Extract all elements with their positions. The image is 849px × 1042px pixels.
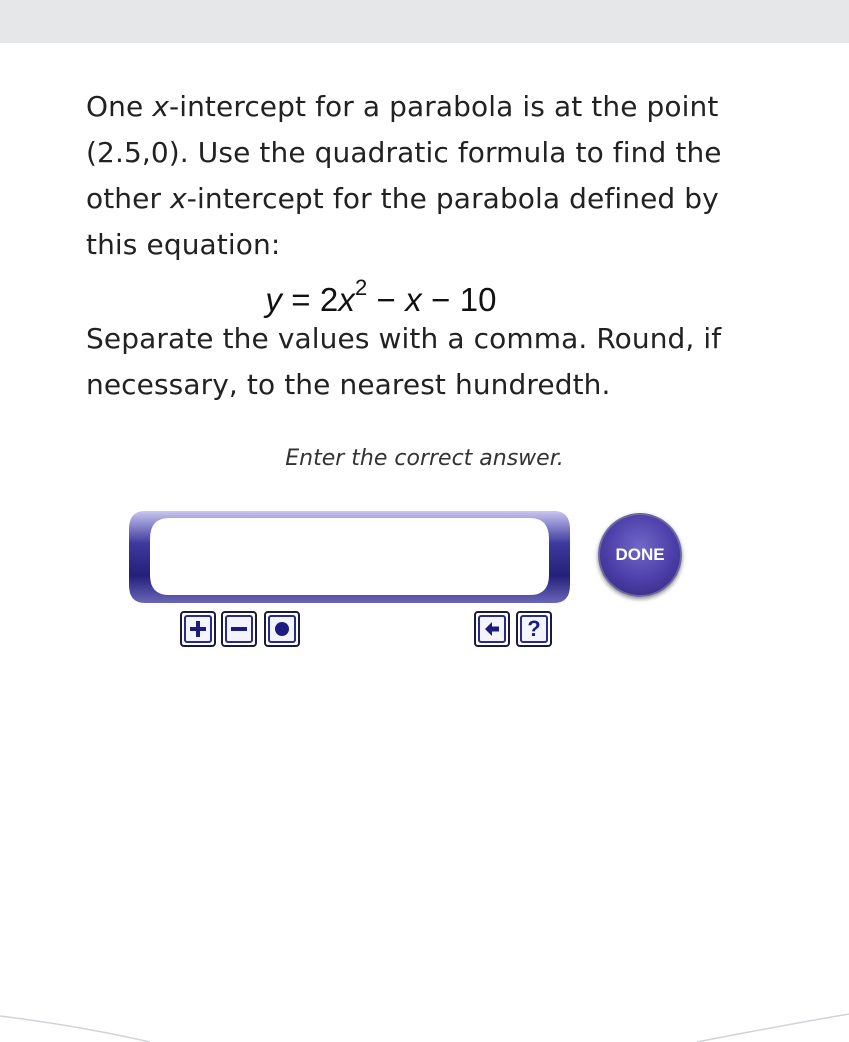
plus-icon bbox=[184, 615, 212, 643]
equation-x: x bbox=[338, 281, 355, 318]
equation-exponent: 2 bbox=[354, 275, 368, 300]
answer-input[interactable] bbox=[158, 518, 542, 594]
decorative-curve-left bbox=[0, 1012, 160, 1042]
answer-prompt: Enter the correct answer. bbox=[285, 446, 564, 471]
help-icon bbox=[520, 615, 548, 643]
question-paragraph bbox=[86, 84, 766, 268]
equation-y: y bbox=[265, 281, 282, 318]
minus-icon bbox=[225, 615, 253, 643]
done-button[interactable]: DONE bbox=[598, 513, 682, 597]
question-text-part: -intercept for a parabola is at the point (2.5,0). Use the quadratic formula to find the other bbox=[86, 90, 722, 215]
variable-x: x bbox=[170, 182, 187, 215]
equation-part: = 2 bbox=[281, 281, 339, 318]
equation-part: − bbox=[367, 281, 406, 318]
dot-button[interactable] bbox=[264, 611, 300, 647]
dot-icon bbox=[268, 615, 296, 643]
decorative-curve-right bbox=[689, 1012, 849, 1042]
question-text-part: -intercept for the parabola defined by this equation: bbox=[86, 182, 719, 261]
help-button[interactable] bbox=[516, 611, 552, 647]
plus-button[interactable] bbox=[180, 611, 216, 647]
question-text-part: One bbox=[86, 90, 153, 123]
variable-x: x bbox=[152, 90, 169, 123]
help-glyph: ? bbox=[527, 616, 541, 641]
equation-x: x bbox=[405, 281, 422, 318]
instructions: Separate the values with a comma. Round, if necessary, to the nearest hundredth. bbox=[86, 322, 722, 401]
top-bar bbox=[0, 0, 849, 43]
question-text bbox=[86, 84, 766, 408]
back-arrow-icon bbox=[478, 615, 506, 643]
equation bbox=[0, 268, 766, 316]
backspace-button[interactable] bbox=[474, 611, 510, 647]
equation-part: − 10 bbox=[421, 281, 497, 318]
minus-button[interactable] bbox=[221, 611, 257, 647]
